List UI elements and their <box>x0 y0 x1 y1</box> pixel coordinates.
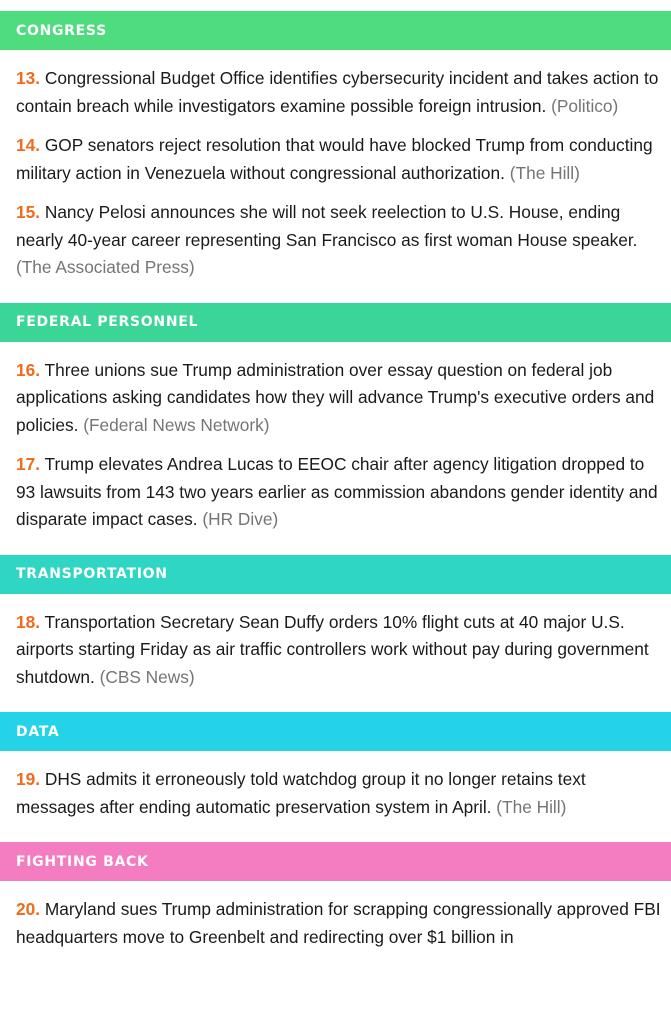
news-item-15 <box>0 199 671 282</box>
item-text: DHS admits it erroneously told watchdog group it no longer retains text messages after ending automatic preservation system in April. <box>16 769 586 817</box>
item-number: 20. <box>16 899 41 919</box>
item-number: 18. <box>16 611 41 632</box>
item-source-link[interactable]: (The Associated Press) <box>16 257 195 277</box>
item-text: Trump elevates Andrea Lucas to EEOC chair after agency litigation dropped to 93 lawsuits from 143 two years earlier as commission abandons gender identity and disparate impact cases. <box>16 454 658 529</box>
item-text: Three unions sue Trump administration over essay question on federal job applications asking candidates how they will advance Trump's executive orders and policies. <box>16 359 655 435</box>
news-item-16 <box>0 357 671 440</box>
item-number: 16. <box>16 359 41 380</box>
item-text: Nancy Pelosi announces she will not seek reelection to U.S. House, ending nearly 40-year career representing San Francisco as first woman House speaker. <box>16 202 638 250</box>
item-text: GOP senators reject resolution that would have blocked Trump from conducting military action in Venezuela without congressional authorization. <box>16 135 653 183</box>
item-source-link[interactable]: (The Hill) <box>496 796 567 817</box>
news-item-13 <box>0 65 671 120</box>
item-source-link[interactable]: (Federal News Network) <box>83 414 270 435</box>
section-header-congress: CONGRESS <box>0 11 671 50</box>
section-header-fighting-back: FIGHTING BACK <box>0 842 671 881</box>
section-header-data: DATA <box>0 712 671 751</box>
item-text: Congressional Budget Office identifies cybersecurity incident and takes action to contain breach while investigators examine possible foreign intrusion. <box>16 68 659 116</box>
item-text: Transportation Secretary Sean Duffy orders 10% flight cuts at 40 major U.S. airports starting Friday as air traffic controllers work without pay during government shutdown. <box>16 611 649 687</box>
item-source-link[interactable]: (HR Dive) <box>202 509 279 529</box>
item-source-link[interactable]: (CBS News) <box>99 666 195 687</box>
news-item-18 <box>0 609 671 692</box>
item-source-link[interactable]: (Politico) <box>551 95 619 116</box>
item-source-link[interactable]: (The Hill) <box>509 162 580 183</box>
section-header-federal-personnel: FEDERAL PERSONNEL <box>0 303 671 342</box>
news-item-20 <box>0 896 671 951</box>
news-item-14 <box>0 132 671 187</box>
item-number: 14. <box>16 135 41 155</box>
item-number: 13. <box>16 68 41 88</box>
item-number: 19. <box>16 769 41 789</box>
item-text: Maryland sues Trump administration for scrapping congressionally approved FBI headquarters move to Greenbelt and redirecting over $1 billion in <box>16 899 661 947</box>
news-item-17 <box>0 451 671 534</box>
item-number: 17. <box>16 454 41 474</box>
news-item-19 <box>0 766 671 821</box>
section-header-transportation: TRANSPORTATION <box>0 555 671 594</box>
item-number: 15. <box>16 202 41 222</box>
